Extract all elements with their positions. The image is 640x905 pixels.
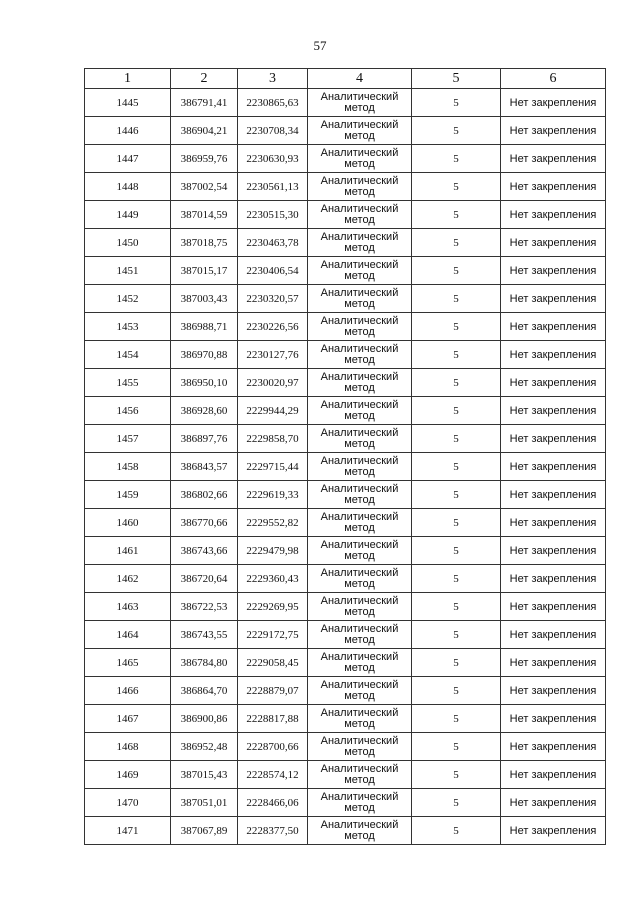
column-header-1: 1 bbox=[85, 69, 171, 89]
accuracy-cell: 5 bbox=[412, 201, 501, 229]
fixation-status-cell: Нет закрепления bbox=[501, 481, 606, 509]
method-line-1: Аналитический bbox=[320, 538, 399, 551]
method-line-2: метод bbox=[344, 325, 375, 338]
fixation-status-cell: Нет закрепления bbox=[501, 789, 606, 817]
table-row bbox=[85, 565, 606, 593]
method-cell bbox=[308, 313, 412, 341]
coordinates-table bbox=[84, 68, 606, 845]
method-cell bbox=[308, 789, 412, 817]
x-coordinate-cell: 386722,53 bbox=[171, 593, 238, 621]
method-cell bbox=[308, 397, 412, 425]
table-row bbox=[85, 789, 606, 817]
point-number-cell: 1450 bbox=[85, 229, 171, 257]
method-line-2: метод bbox=[344, 409, 375, 422]
table-row bbox=[85, 313, 606, 341]
x-coordinate-cell: 386720,64 bbox=[171, 565, 238, 593]
y-coordinate-cell: 2229552,82 bbox=[238, 509, 308, 537]
method-line-2: метод bbox=[344, 745, 375, 758]
column-header-3: 3 bbox=[238, 69, 308, 89]
table-row bbox=[85, 201, 606, 229]
y-coordinate-cell: 2230630,93 bbox=[238, 145, 308, 173]
fixation-status-cell: Нет закрепления bbox=[501, 201, 606, 229]
method-cell bbox=[308, 453, 412, 481]
x-coordinate-cell: 386843,57 bbox=[171, 453, 238, 481]
accuracy-cell: 5 bbox=[412, 257, 501, 285]
x-coordinate-cell: 386743,66 bbox=[171, 537, 238, 565]
table-row bbox=[85, 677, 606, 705]
fixation-status-cell: Нет закрепления bbox=[501, 537, 606, 565]
table-row bbox=[85, 257, 606, 285]
point-number-cell: 1446 bbox=[85, 117, 171, 145]
table-row bbox=[85, 229, 606, 257]
table-row bbox=[85, 649, 606, 677]
method-line-2: метод bbox=[344, 297, 375, 310]
header-row bbox=[85, 69, 606, 89]
y-coordinate-cell: 2230708,34 bbox=[238, 117, 308, 145]
fixation-status-cell: Нет закрепления bbox=[501, 621, 606, 649]
method-cell bbox=[308, 761, 412, 789]
method-cell bbox=[308, 593, 412, 621]
accuracy-cell: 5 bbox=[412, 285, 501, 313]
method-line-1: Аналитический bbox=[320, 482, 399, 495]
y-coordinate-cell: 2230561,13 bbox=[238, 173, 308, 201]
method-line-1: Аналитический bbox=[320, 734, 399, 747]
method-cell bbox=[308, 817, 412, 845]
fixation-status-cell: Нет закрепления bbox=[501, 173, 606, 201]
method-line-2: метод bbox=[344, 521, 375, 534]
method-cell bbox=[308, 537, 412, 565]
page-number: 57 bbox=[313, 38, 327, 53]
method-line-1: Аналитический bbox=[320, 258, 399, 271]
method-cell bbox=[308, 509, 412, 537]
fixation-status-cell: Нет закрепления bbox=[501, 117, 606, 145]
accuracy-cell: 5 bbox=[412, 677, 501, 705]
method-line-1: Аналитический bbox=[320, 594, 399, 607]
point-number-cell: 1462 bbox=[85, 565, 171, 593]
fixation-status-cell: Нет закрепления bbox=[501, 677, 606, 705]
method-cell bbox=[308, 173, 412, 201]
y-coordinate-cell: 2230406,54 bbox=[238, 257, 308, 285]
method-line-2: метод bbox=[344, 353, 375, 366]
method-cell bbox=[308, 89, 412, 117]
method-line-1: Аналитический bbox=[320, 286, 399, 299]
point-number-cell: 1468 bbox=[85, 733, 171, 761]
y-coordinate-cell: 2229944,29 bbox=[238, 397, 308, 425]
y-coordinate-cell: 2230020,97 bbox=[238, 369, 308, 397]
method-line-2: метод bbox=[344, 801, 375, 814]
method-line-2: метод bbox=[344, 269, 375, 282]
point-number-cell: 1457 bbox=[85, 425, 171, 453]
method-cell bbox=[308, 649, 412, 677]
method-line-1: Аналитический bbox=[320, 370, 399, 383]
accuracy-cell: 5 bbox=[412, 817, 501, 845]
fixation-status-cell: Нет закрепления bbox=[501, 817, 606, 845]
table-row bbox=[85, 593, 606, 621]
column-header-2: 2 bbox=[171, 69, 238, 89]
point-number-cell: 1469 bbox=[85, 761, 171, 789]
method-cell bbox=[308, 369, 412, 397]
fixation-status-cell: Нет закрепления bbox=[501, 565, 606, 593]
fixation-status-cell: Нет закрепления bbox=[501, 453, 606, 481]
accuracy-cell: 5 bbox=[412, 593, 501, 621]
point-number-cell: 1463 bbox=[85, 593, 171, 621]
x-coordinate-cell: 386791,41 bbox=[171, 89, 238, 117]
accuracy-cell: 5 bbox=[412, 173, 501, 201]
point-number-cell: 1467 bbox=[85, 705, 171, 733]
table-row bbox=[85, 89, 606, 117]
x-coordinate-cell: 387015,17 bbox=[171, 257, 238, 285]
method-line-2: метод bbox=[344, 773, 375, 786]
fixation-status-cell: Нет закрепления bbox=[501, 593, 606, 621]
method-line-1: Аналитический bbox=[320, 678, 399, 691]
method-line-1: Аналитический bbox=[320, 146, 399, 159]
method-cell bbox=[308, 481, 412, 509]
point-number-cell: 1465 bbox=[85, 649, 171, 677]
point-number-cell: 1452 bbox=[85, 285, 171, 313]
table-row bbox=[85, 397, 606, 425]
accuracy-cell: 5 bbox=[412, 481, 501, 509]
accuracy-cell: 5 bbox=[412, 565, 501, 593]
x-coordinate-cell: 386952,48 bbox=[171, 733, 238, 761]
method-line-2: метод bbox=[344, 633, 375, 646]
accuracy-cell: 5 bbox=[412, 369, 501, 397]
accuracy-cell: 5 bbox=[412, 229, 501, 257]
method-line-2: метод bbox=[344, 605, 375, 618]
y-coordinate-cell: 2230515,30 bbox=[238, 201, 308, 229]
method-line-1: Аналитический bbox=[320, 622, 399, 635]
method-cell bbox=[308, 201, 412, 229]
method-line-2: метод bbox=[344, 129, 375, 142]
x-coordinate-cell: 387014,59 bbox=[171, 201, 238, 229]
method-cell bbox=[308, 425, 412, 453]
table-row bbox=[85, 117, 606, 145]
method-cell bbox=[308, 705, 412, 733]
method-line-2: метод bbox=[344, 493, 375, 506]
y-coordinate-cell: 2229858,70 bbox=[238, 425, 308, 453]
accuracy-cell: 5 bbox=[412, 397, 501, 425]
table-row bbox=[85, 369, 606, 397]
accuracy-cell: 5 bbox=[412, 733, 501, 761]
y-coordinate-cell: 2229619,33 bbox=[238, 481, 308, 509]
table-row bbox=[85, 481, 606, 509]
table-row bbox=[85, 453, 606, 481]
method-line-2: метод bbox=[344, 577, 375, 590]
method-line-2: метод bbox=[344, 689, 375, 702]
x-coordinate-cell: 386928,60 bbox=[171, 397, 238, 425]
point-number-cell: 1451 bbox=[85, 257, 171, 285]
fixation-status-cell: Нет закрепления bbox=[501, 285, 606, 313]
y-coordinate-cell: 2230320,57 bbox=[238, 285, 308, 313]
point-number-cell: 1464 bbox=[85, 621, 171, 649]
table-row bbox=[85, 621, 606, 649]
method-cell bbox=[308, 117, 412, 145]
method-cell bbox=[308, 257, 412, 285]
x-coordinate-cell: 386864,70 bbox=[171, 677, 238, 705]
point-number-cell: 1461 bbox=[85, 537, 171, 565]
fixation-status-cell: Нет закрепления bbox=[501, 229, 606, 257]
accuracy-cell: 5 bbox=[412, 341, 501, 369]
accuracy-cell: 5 bbox=[412, 761, 501, 789]
method-line-2: метод bbox=[344, 101, 375, 114]
method-line-1: Аналитический bbox=[320, 342, 399, 355]
x-coordinate-cell: 386743,55 bbox=[171, 621, 238, 649]
fixation-status-cell: Нет закрепления bbox=[501, 705, 606, 733]
method-line-2: метод bbox=[344, 829, 375, 842]
method-cell bbox=[308, 341, 412, 369]
y-coordinate-cell: 2229058,45 bbox=[238, 649, 308, 677]
x-coordinate-cell: 387015,43 bbox=[171, 761, 238, 789]
accuracy-cell: 5 bbox=[412, 453, 501, 481]
y-coordinate-cell: 2230865,63 bbox=[238, 89, 308, 117]
method-cell bbox=[308, 621, 412, 649]
fixation-status-cell: Нет закрепления bbox=[501, 313, 606, 341]
accuracy-cell: 5 bbox=[412, 89, 501, 117]
x-coordinate-cell: 386950,10 bbox=[171, 369, 238, 397]
method-cell bbox=[308, 733, 412, 761]
x-coordinate-cell: 386959,76 bbox=[171, 145, 238, 173]
method-line-2: метод bbox=[344, 241, 375, 254]
table-row bbox=[85, 173, 606, 201]
point-number-cell: 1448 bbox=[85, 173, 171, 201]
table-row bbox=[85, 537, 606, 565]
column-header-6: 6 bbox=[501, 69, 606, 89]
method-line-1: Аналитический bbox=[320, 314, 399, 327]
method-line-2: метод bbox=[344, 717, 375, 730]
method-line-2: метод bbox=[344, 549, 375, 562]
method-line-1: Аналитический bbox=[320, 566, 399, 579]
method-line-2: метод bbox=[344, 157, 375, 170]
table-row bbox=[85, 817, 606, 845]
method-line-1: Аналитический bbox=[320, 398, 399, 411]
accuracy-cell: 5 bbox=[412, 705, 501, 733]
method-line-1: Аналитический bbox=[320, 454, 399, 467]
x-coordinate-cell: 387051,01 bbox=[171, 789, 238, 817]
table-row bbox=[85, 705, 606, 733]
point-number-cell: 1471 bbox=[85, 817, 171, 845]
method-line-1: Аналитический bbox=[320, 510, 399, 523]
fixation-status-cell: Нет закрепления bbox=[501, 649, 606, 677]
point-number-cell: 1466 bbox=[85, 677, 171, 705]
table-row bbox=[85, 341, 606, 369]
accuracy-cell: 5 bbox=[412, 789, 501, 817]
y-coordinate-cell: 2228377,50 bbox=[238, 817, 308, 845]
point-number-cell: 1453 bbox=[85, 313, 171, 341]
point-number-cell: 1449 bbox=[85, 201, 171, 229]
fixation-status-cell: Нет закрепления bbox=[501, 257, 606, 285]
accuracy-cell: 5 bbox=[412, 313, 501, 341]
column-header-4: 4 bbox=[308, 69, 412, 89]
table-row bbox=[85, 733, 606, 761]
y-coordinate-cell: 2229269,95 bbox=[238, 593, 308, 621]
y-coordinate-cell: 2228817,88 bbox=[238, 705, 308, 733]
y-coordinate-cell: 2230127,76 bbox=[238, 341, 308, 369]
table-row bbox=[85, 425, 606, 453]
y-coordinate-cell: 2228574,12 bbox=[238, 761, 308, 789]
y-coordinate-cell: 2228700,66 bbox=[238, 733, 308, 761]
fixation-status-cell: Нет закрепления bbox=[501, 425, 606, 453]
method-cell bbox=[308, 145, 412, 173]
x-coordinate-cell: 386988,71 bbox=[171, 313, 238, 341]
table-row bbox=[85, 761, 606, 789]
x-coordinate-cell: 386900,86 bbox=[171, 705, 238, 733]
accuracy-cell: 5 bbox=[412, 425, 501, 453]
fixation-status-cell: Нет закрепления bbox=[501, 369, 606, 397]
point-number-cell: 1445 bbox=[85, 89, 171, 117]
method-cell bbox=[308, 285, 412, 313]
fixation-status-cell: Нет закрепления bbox=[501, 733, 606, 761]
x-coordinate-cell: 386784,80 bbox=[171, 649, 238, 677]
method-line-1: Аналитический bbox=[320, 90, 399, 103]
method-line-1: Аналитический bbox=[320, 790, 399, 803]
column-header-5: 5 bbox=[412, 69, 501, 89]
point-number-cell: 1459 bbox=[85, 481, 171, 509]
method-line-2: метод bbox=[344, 185, 375, 198]
fixation-status-cell: Нет закрепления bbox=[501, 89, 606, 117]
fixation-status-cell: Нет закрепления bbox=[501, 397, 606, 425]
x-coordinate-cell: 387002,54 bbox=[171, 173, 238, 201]
point-number-cell: 1460 bbox=[85, 509, 171, 537]
x-coordinate-cell: 387003,43 bbox=[171, 285, 238, 313]
method-line-1: Аналитический bbox=[320, 650, 399, 663]
method-line-1: Аналитический bbox=[320, 118, 399, 131]
method-line-1: Аналитический bbox=[320, 762, 399, 775]
y-coordinate-cell: 2230226,56 bbox=[238, 313, 308, 341]
method-line-1: Аналитический bbox=[320, 706, 399, 719]
y-coordinate-cell: 2230463,78 bbox=[238, 229, 308, 257]
method-line-1: Аналитический bbox=[320, 202, 399, 215]
y-coordinate-cell: 2229360,43 bbox=[238, 565, 308, 593]
method-line-2: метод bbox=[344, 465, 375, 478]
table-row bbox=[85, 509, 606, 537]
method-line-2: метод bbox=[344, 213, 375, 226]
method-cell bbox=[308, 677, 412, 705]
accuracy-cell: 5 bbox=[412, 117, 501, 145]
fixation-status-cell: Нет закрепления bbox=[501, 145, 606, 173]
point-number-cell: 1455 bbox=[85, 369, 171, 397]
point-number-cell: 1470 bbox=[85, 789, 171, 817]
table-row bbox=[85, 285, 606, 313]
method-cell bbox=[308, 565, 412, 593]
y-coordinate-cell: 2229172,75 bbox=[238, 621, 308, 649]
x-coordinate-cell: 386970,88 bbox=[171, 341, 238, 369]
point-number-cell: 1454 bbox=[85, 341, 171, 369]
method-line-1: Аналитический bbox=[320, 174, 399, 187]
x-coordinate-cell: 387018,75 bbox=[171, 229, 238, 257]
y-coordinate-cell: 2228466,06 bbox=[238, 789, 308, 817]
method-line-1: Аналитический bbox=[320, 230, 399, 243]
accuracy-cell: 5 bbox=[412, 145, 501, 173]
method-line-2: метод bbox=[344, 661, 375, 674]
point-number-cell: 1447 bbox=[85, 145, 171, 173]
method-cell bbox=[308, 229, 412, 257]
method-line-1: Аналитический bbox=[320, 818, 399, 831]
method-line-2: метод bbox=[344, 437, 375, 450]
accuracy-cell: 5 bbox=[412, 621, 501, 649]
accuracy-cell: 5 bbox=[412, 537, 501, 565]
fixation-status-cell: Нет закрепления bbox=[501, 509, 606, 537]
x-coordinate-cell: 386802,66 bbox=[171, 481, 238, 509]
fixation-status-cell: Нет закрепления bbox=[501, 761, 606, 789]
table-row bbox=[85, 145, 606, 173]
y-coordinate-cell: 2229715,44 bbox=[238, 453, 308, 481]
accuracy-cell: 5 bbox=[412, 649, 501, 677]
point-number-cell: 1456 bbox=[85, 397, 171, 425]
x-coordinate-cell: 386904,21 bbox=[171, 117, 238, 145]
y-coordinate-cell: 2228879,07 bbox=[238, 677, 308, 705]
method-line-2: метод bbox=[344, 381, 375, 394]
x-coordinate-cell: 386770,66 bbox=[171, 509, 238, 537]
x-coordinate-cell: 387067,89 bbox=[171, 817, 238, 845]
accuracy-cell: 5 bbox=[412, 509, 501, 537]
fixation-status-cell: Нет закрепления bbox=[501, 341, 606, 369]
x-coordinate-cell: 386897,76 bbox=[171, 425, 238, 453]
y-coordinate-cell: 2229479,98 bbox=[238, 537, 308, 565]
method-line-1: Аналитический bbox=[320, 426, 399, 439]
table-body bbox=[85, 89, 606, 845]
point-number-cell: 1458 bbox=[85, 453, 171, 481]
